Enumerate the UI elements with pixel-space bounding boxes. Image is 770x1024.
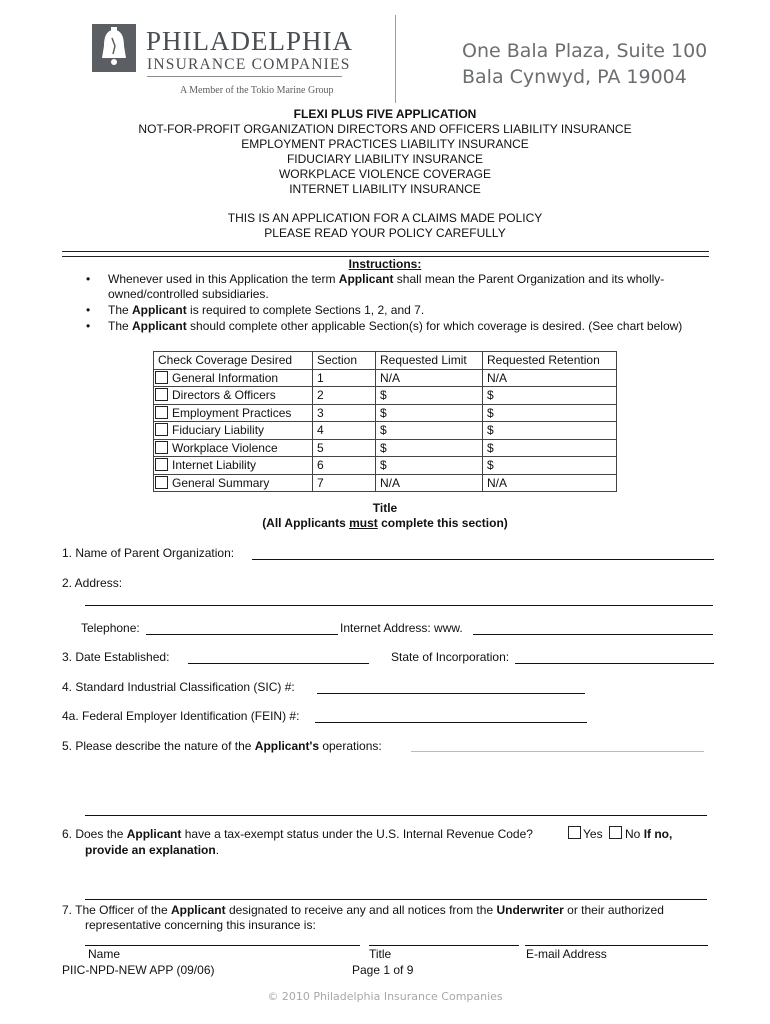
q5-label: 5. Please describe the nature of the Applicant's operations:	[62, 739, 382, 753]
retention-cell[interactable]: $	[483, 387, 617, 405]
q3-label: 3. Date Established:	[62, 650, 170, 664]
coverage-label: Directors & Officers	[172, 388, 276, 402]
coverage-checkbox[interactable]	[155, 371, 168, 384]
table-row	[154, 439, 617, 457]
instruction-1: Whenever used in this Application the term Applicant shall mean the Parent Organization and its wholly-owned/controlled subsidiaries.	[108, 272, 665, 301]
q4a-label: 4a. Federal Employer Identification (FEIN) #:	[62, 709, 300, 723]
table-row	[154, 474, 617, 492]
internet-label: Internet Address: www.	[340, 621, 463, 635]
coverage-title-2: EMPLOYMENT PRACTICES LIABILITY INSURANCE	[241, 137, 529, 151]
email-label: E-mail Address	[526, 947, 607, 961]
coverage-checkbox[interactable]	[155, 406, 168, 419]
state-label: State of Incorporation:	[391, 650, 510, 664]
limit-cell[interactable]: $	[376, 457, 483, 475]
bullet-icon: •	[86, 319, 91, 333]
q2-label: 2. Address:	[62, 576, 123, 590]
section1-subtitle: (All Applicants must complete this section)	[262, 516, 508, 530]
section-cell: 3	[313, 404, 376, 422]
form-id: PIIC-NPD-NEW APP (09/06)	[62, 963, 215, 977]
limit-cell[interactable]: $	[376, 439, 483, 457]
table-row	[154, 422, 617, 440]
q6-label: 6. Does the Applicant have a tax-exempt status under the U.S. Internal Revenue Code?	[62, 827, 533, 841]
bullet-icon: •	[86, 272, 91, 286]
col-header: Requested Limit	[376, 352, 483, 370]
q4-label: 4. Standard Industrial Classification (SIC) #:	[62, 680, 295, 694]
q7-line2: representative concerning this insurance is:	[85, 918, 316, 932]
coverage-label: General Information	[172, 370, 279, 385]
coverage-label: Employment Practices	[172, 405, 292, 420]
q7-label: 7. The Officer of the Applicant designated to receive any and all notices from the Underwriter or their authorized	[62, 903, 664, 917]
coverage-label: General Summary	[172, 475, 270, 490]
sic-field[interactable]	[317, 693, 585, 694]
address-line-1: One Bala Plaza, Suite 100	[462, 40, 708, 62]
q1-label: 1. Name of Parent Organization:	[62, 546, 235, 560]
section-cell: 6	[313, 457, 376, 475]
coverage-title-1: NOT-FOR-PROFIT ORGANIZATION DIRECTORS AND OFFICERS LIABILITY INSURANCE	[138, 122, 632, 136]
claims-notice: THIS IS AN APPLICATION FOR A CLAIMS MADE POLICY	[227, 211, 543, 225]
operations-field-line-2[interactable]	[85, 815, 707, 816]
coverage-table	[153, 351, 617, 492]
table-row	[154, 369, 617, 387]
coverage-title-4: WORKPLACE VIOLENCE COVERAGE	[278, 167, 492, 181]
table-row	[154, 404, 617, 422]
coverage-checkbox[interactable]	[155, 388, 168, 401]
fein-field[interactable]	[315, 722, 587, 723]
coverage-title-3: FIDUCIARY LIABILITY INSURANCE	[286, 152, 484, 166]
read-notice: PLEASE READ YOUR POLICY CAREFULLY	[264, 226, 506, 240]
section-cell: 1	[313, 369, 376, 387]
telephone-label: Telephone:	[81, 621, 140, 635]
limit-cell[interactable]: $	[376, 387, 483, 405]
logo-wordmark: PHILADELPHIA	[146, 26, 353, 56]
internet-field[interactable]	[473, 634, 713, 635]
coverage-checkbox[interactable]	[155, 423, 168, 436]
coverage-label: Internet Liability	[172, 458, 257, 472]
operations-field[interactable]	[411, 751, 704, 752]
table-row	[154, 387, 617, 405]
date-established-field[interactable]	[188, 663, 369, 664]
form-title: FLEXI PLUS FIVE APPLICATION	[293, 107, 477, 121]
tax-exempt-no-checkbox[interactable]	[609, 826, 622, 839]
section-cell: 2	[313, 387, 376, 405]
coverage-checkbox[interactable]	[155, 476, 168, 489]
address-line-2: Bala Cynwyd, PA 19004	[462, 66, 687, 88]
retention-cell[interactable]: $	[483, 422, 617, 440]
instruction-3: The Applicant should complete other applicable Section(s) for which coverage is desired. (See chart below)	[108, 319, 683, 333]
retention-cell[interactable]: $	[483, 457, 617, 475]
limit-cell[interactable]: N/A	[376, 474, 483, 492]
no-label: No If no,	[625, 827, 673, 841]
coverage-label: Workplace Violence	[172, 440, 278, 455]
retention-cell[interactable]: $	[483, 404, 617, 422]
retention-cell[interactable]: $	[483, 439, 617, 457]
yes-label: Yes	[583, 827, 603, 841]
col-header: Check Coverage Desired	[154, 352, 313, 370]
limit-cell[interactable]: N/A	[376, 369, 483, 387]
instruction-2: The Applicant is required to complete Sections 1, 2, and 7.	[108, 303, 425, 317]
coverage-title-5: INTERNET LIABILITY INSURANCE	[289, 182, 481, 196]
telephone-field[interactable]	[146, 634, 338, 635]
section-cell: 7	[313, 474, 376, 492]
limit-cell[interactable]: $	[376, 404, 483, 422]
parent-org-field[interactable]	[252, 559, 714, 560]
section-cell: 5	[313, 439, 376, 457]
tax-explanation-field[interactable]	[85, 899, 707, 900]
tax-exempt-yes-checkbox[interactable]	[568, 826, 581, 839]
state-field[interactable]	[515, 663, 714, 664]
coverage-label: Fiduciary Liability	[172, 423, 265, 437]
logo-divider	[147, 76, 342, 77]
retention-cell[interactable]: N/A	[483, 474, 617, 492]
bullet-icon: •	[86, 303, 91, 317]
col-header: Requested Retention	[483, 352, 617, 370]
logo-subtitle: INSURANCE COMPANIES	[147, 56, 351, 73]
logo-member-text: A Member of the Tokio Marine Group	[180, 85, 334, 96]
instructions-heading: Instructions:	[348, 257, 422, 271]
table-header-row	[154, 352, 617, 370]
officer-title-field[interactable]	[369, 945, 519, 946]
limit-cell[interactable]: $	[376, 422, 483, 440]
col-header: Section	[313, 352, 376, 370]
coverage-checkbox[interactable]	[155, 441, 168, 454]
section1-title: Title	[372, 501, 398, 515]
table-row	[154, 457, 617, 475]
copyright: © 2010 Philadelphia Insurance Companies	[267, 990, 503, 1003]
title-label: Title	[369, 947, 392, 961]
liberty-bell-logo-icon	[92, 24, 136, 72]
page-number: Page 1 of 9	[352, 963, 414, 977]
officer-email-field[interactable]	[525, 945, 708, 946]
section-cell: 4	[313, 422, 376, 440]
header-divider	[395, 15, 396, 103]
coverage-checkbox[interactable]	[155, 458, 168, 471]
q6-explain: provide an explanation.	[85, 843, 220, 857]
officer-name-field[interactable]	[85, 945, 360, 946]
name-label: Name	[88, 947, 121, 961]
address-field[interactable]	[85, 605, 713, 606]
retention-cell[interactable]: N/A	[483, 369, 617, 387]
